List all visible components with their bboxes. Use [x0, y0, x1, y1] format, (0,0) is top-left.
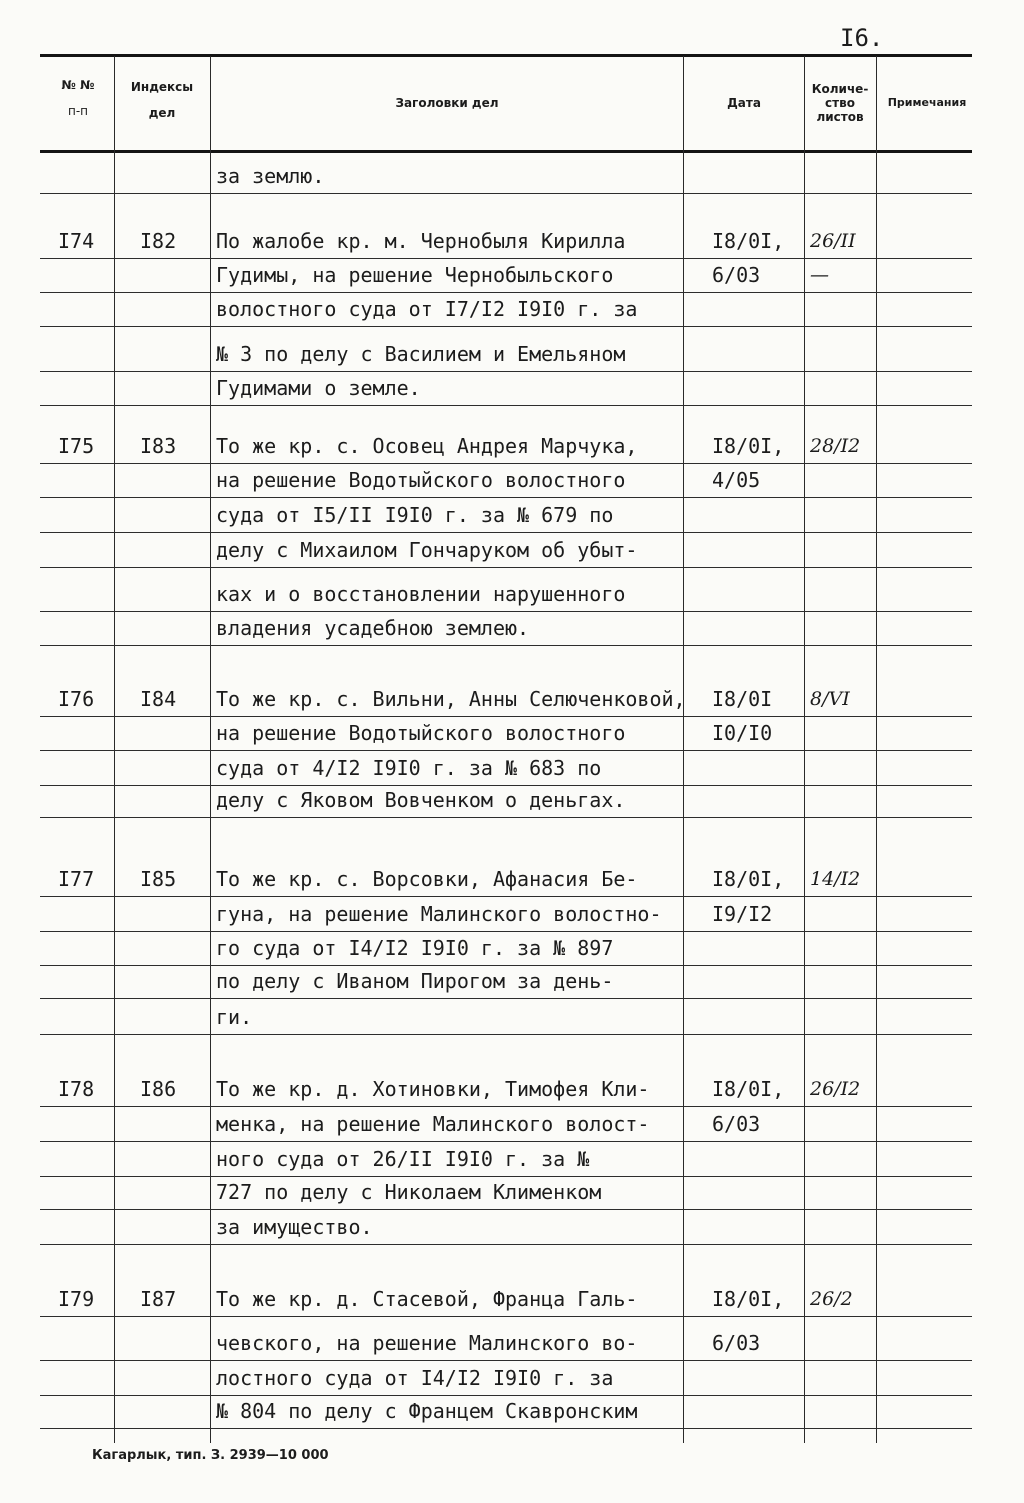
row-number: I77: [58, 867, 95, 891]
row-rule: [40, 567, 972, 568]
row-rule: [40, 1316, 972, 1317]
row-rule: [40, 1428, 972, 1429]
row-sheet-count: 26/I2: [810, 1078, 861, 1100]
row-title-line: Гудимы, на решение Чернобыльского: [216, 263, 614, 287]
row-title-line: менка, на решение Малинского волост-: [216, 1112, 650, 1136]
row-rule: [40, 193, 972, 194]
row-rule: [40, 785, 972, 786]
row-rule: [40, 405, 972, 406]
row-rule: [40, 817, 972, 818]
row-title-line: делу с Яковом Вовченком о деньгах.: [216, 788, 626, 812]
row-index: I87: [140, 1287, 177, 1311]
row-title-line: № 804 по делу с Францем Скавронским: [216, 1399, 638, 1423]
row-title-line: на решение Водотыйского волостного: [216, 468, 626, 492]
row-rule: [40, 896, 972, 897]
row-title-line: лостного суда от I4/I2 I9I0 г. за: [216, 1366, 614, 1390]
row-title-line: делу с Михаилом Гончаруком об убыт-: [216, 538, 638, 562]
row-sheet-count: 26/2: [810, 1288, 853, 1310]
row-rule: [40, 611, 972, 612]
row-sheet-count: 28/I2: [810, 435, 861, 457]
row-title-line: То же кр. с. Ворсовки, Афанасия Бе-: [216, 867, 638, 891]
row-title-line: суда от I5/II I9I0 г. за № 679 по: [216, 503, 614, 527]
row-sheet-count: —: [810, 264, 829, 286]
row-date: 6/03: [712, 1331, 761, 1355]
row-rule: [40, 326, 972, 327]
row-sheet-count: 8/VI: [810, 688, 850, 710]
row-rule: [40, 1106, 972, 1107]
row-title-line: владения усадебною землею.: [216, 616, 530, 640]
row-date: 4/05: [712, 468, 761, 492]
row-number: I74: [58, 229, 95, 253]
row-date: 6/03: [712, 1112, 761, 1136]
row-number: I76: [58, 687, 95, 711]
row-rule: [40, 497, 972, 498]
header-num: № № п-п: [61, 78, 95, 118]
row-rule: [40, 463, 972, 464]
row-index: I86: [140, 1077, 177, 1101]
row-rule: [40, 1176, 972, 1177]
row-rule: [40, 998, 972, 999]
row-date: 6/03: [712, 263, 761, 287]
row-title-line: То же кр. д. Стасевой, Франца Галь-: [216, 1287, 638, 1311]
row-title-line: То же кр. д. Хотиновки, Тимофея Кли-: [216, 1077, 650, 1101]
row-sheet-count: 26/II: [810, 230, 856, 252]
row-rule: [40, 292, 972, 293]
row-title-line: ках и о восстановлении нарушенного: [216, 582, 626, 606]
row-date: I8/0I,: [712, 1287, 785, 1311]
row-title-line: за землю.: [216, 164, 325, 188]
row-index: I85: [140, 867, 177, 891]
row-rule: [40, 1395, 972, 1396]
header-index: Индексы дел: [130, 80, 194, 120]
header-title: Заголовки дел: [395, 96, 499, 110]
row-title-line: чевского, на решение Малинского во-: [216, 1331, 638, 1355]
row-sheet-count: 14/I2: [810, 868, 861, 890]
row-title-line: суда от 4/I2 I9I0 г. за № 683 по: [216, 756, 602, 780]
row-title-line: № 3 по делу с Василием и Емельяном: [216, 342, 626, 366]
row-index: I82: [140, 229, 177, 253]
row-title-line: ного суда от 26/II I9I0 г. за №: [216, 1147, 590, 1171]
row-number: I75: [58, 434, 95, 458]
row-rule: [40, 258, 972, 259]
row-title-line: го суда от I4/I2 I9I0 г. за № 897: [216, 936, 614, 960]
row-date: I0/I0: [712, 721, 773, 745]
row-title-line: по делу с Иваном Пирогом за день-: [216, 969, 614, 993]
header-notes: Примечания: [887, 96, 967, 109]
row-number: I78: [58, 1077, 95, 1101]
row-title-line: То же кр. с. Осовец Андрея Марчука,: [216, 434, 638, 458]
row-rule: [40, 1141, 972, 1142]
page-number: I6.: [840, 24, 884, 52]
header-qty: Количе- ство листов: [811, 82, 869, 124]
row-rule: [40, 1244, 972, 1245]
row-rule: [40, 1034, 972, 1035]
row-rule: [40, 532, 972, 533]
printer-footer: Кагарлык, тип. З. 2939—10 000: [92, 1448, 329, 1463]
row-title-line: ги.: [216, 1005, 253, 1029]
row-index: I84: [140, 687, 177, 711]
row-date: I8/0I,: [712, 434, 785, 458]
row-rule: [40, 645, 972, 646]
row-rule: [40, 1360, 972, 1361]
header-date: Дата: [727, 96, 761, 110]
row-title-line: гуна, на решение Малинского волостно-: [216, 902, 662, 926]
row-rule: [40, 931, 972, 932]
row-title-line: волостного суда от I7/I2 I9I0 г. за: [216, 297, 638, 321]
row-title-line: По жалобе кр. м. Чернобыля Кирилла: [216, 229, 626, 253]
row-date: I8/0I: [712, 687, 773, 711]
row-date: I9/I2: [712, 902, 773, 926]
row-number: I79: [58, 1287, 95, 1311]
table-top-rule: [40, 54, 972, 57]
row-rule: [40, 965, 972, 966]
row-date: I8/0I,: [712, 229, 785, 253]
row-title-line: То же кр. с. Вильни, Анны Селюченковой,: [216, 687, 686, 711]
header-bottom-rule: [40, 150, 972, 153]
row-title-line: 727 по делу с Николаем Клименком: [216, 1180, 602, 1204]
row-date: I8/0I,: [712, 1077, 785, 1101]
row-title-line: на решение Водотыйского волостного: [216, 721, 626, 745]
row-title-line: за имущество.: [216, 1215, 373, 1239]
row-rule: [40, 750, 972, 751]
row-rule: [40, 1209, 972, 1210]
row-date: I8/0I,: [712, 867, 785, 891]
row-rule: [40, 716, 972, 717]
row-rule: [40, 371, 972, 372]
row-index: I83: [140, 434, 177, 458]
row-title-line: Гудимами о земле.: [216, 376, 421, 400]
